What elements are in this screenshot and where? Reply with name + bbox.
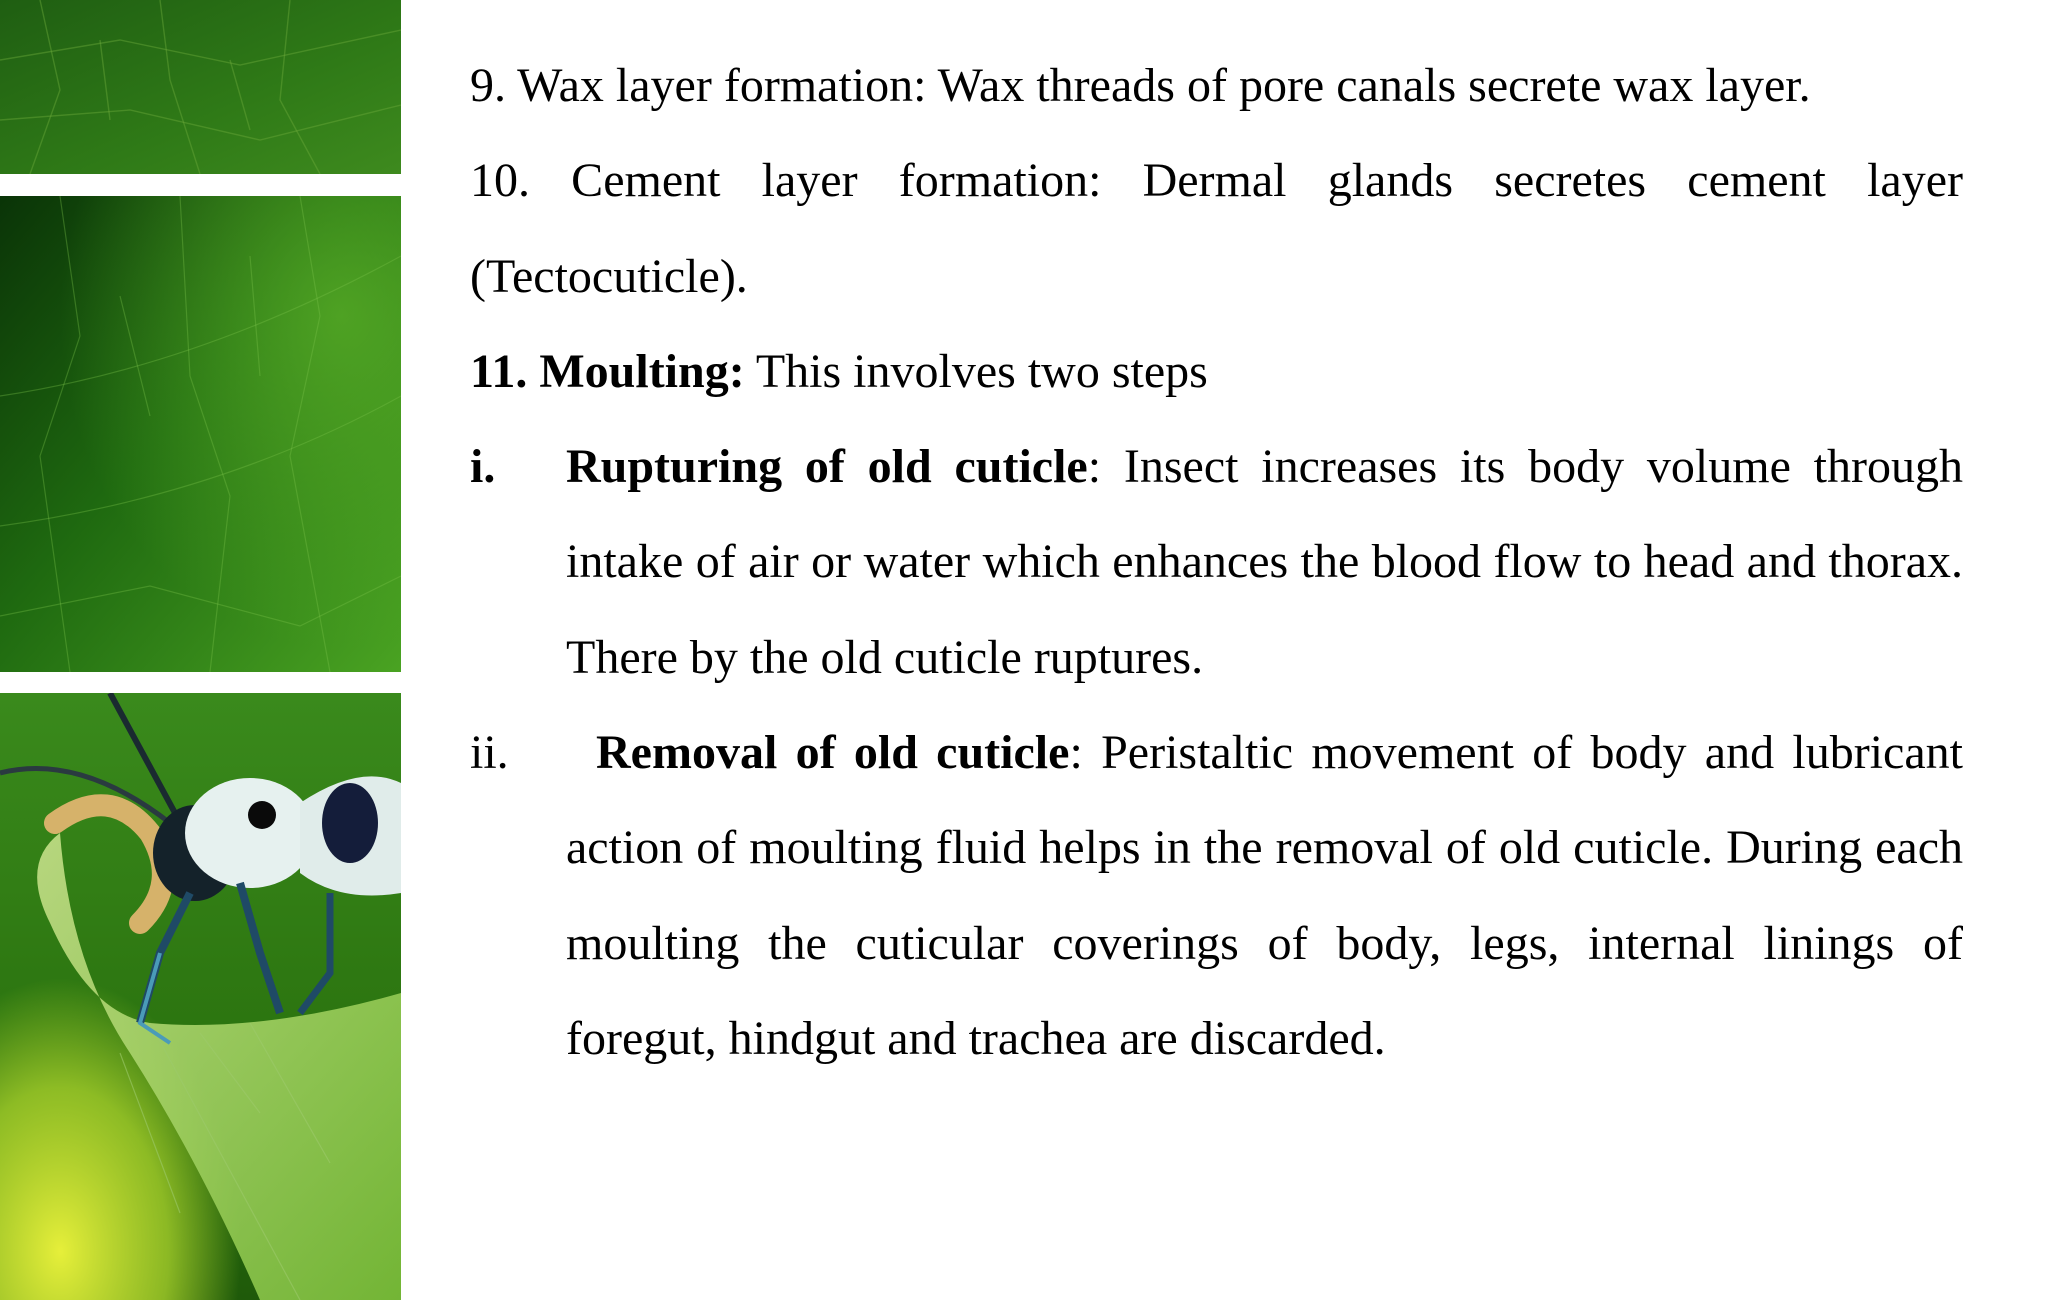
leaf-texture-graphic <box>0 0 401 174</box>
rupturing-text: : Insect increases its body volume through intake of air or water which enhances the blood flow to head and thorax. There by the old cuticle ruptures. <box>566 440 1963 684</box>
roman-marker-i: i. <box>470 440 496 494</box>
rupturing-item <box>470 419 1963 705</box>
leaf-texture-image-middle <box>0 196 401 672</box>
leaf-texture-graphic <box>0 196 401 672</box>
moulting-text: This involves two steps <box>744 344 1208 398</box>
slide-content <box>470 38 1963 1086</box>
removal-text: : Peristaltic movement of body and lubricant action of moulting fluid helps in the removal of old cuticle. During each moulting the cuticular coverings of body, legs, internal linings of foregut, hindgut and trachea are discarded. <box>566 726 1963 1065</box>
cement-layer-item: 10. Cement layer formation: Dermal glands secretes cement layer (Tectocuticle). <box>470 154 1963 303</box>
moulting-item <box>470 324 1963 419</box>
wax-layer-item: 9. Wax layer formation: Wax threads of pore canals secrete wax layer. <box>470 59 1811 112</box>
beetle-on-leaf-image <box>0 693 401 1300</box>
beetle-on-leaf-graphic <box>0 693 401 1300</box>
rupturing-title: Rupturing of old cuticle <box>566 440 1088 494</box>
removal-title: Removal of old cuticle <box>596 726 1070 780</box>
removal-item <box>470 705 1963 1086</box>
leaf-texture-image-top <box>0 0 401 174</box>
decorative-image-column <box>0 0 401 1300</box>
roman-marker-ii: ii. <box>470 726 509 780</box>
moulting-label: 11. Moulting: <box>470 344 745 398</box>
